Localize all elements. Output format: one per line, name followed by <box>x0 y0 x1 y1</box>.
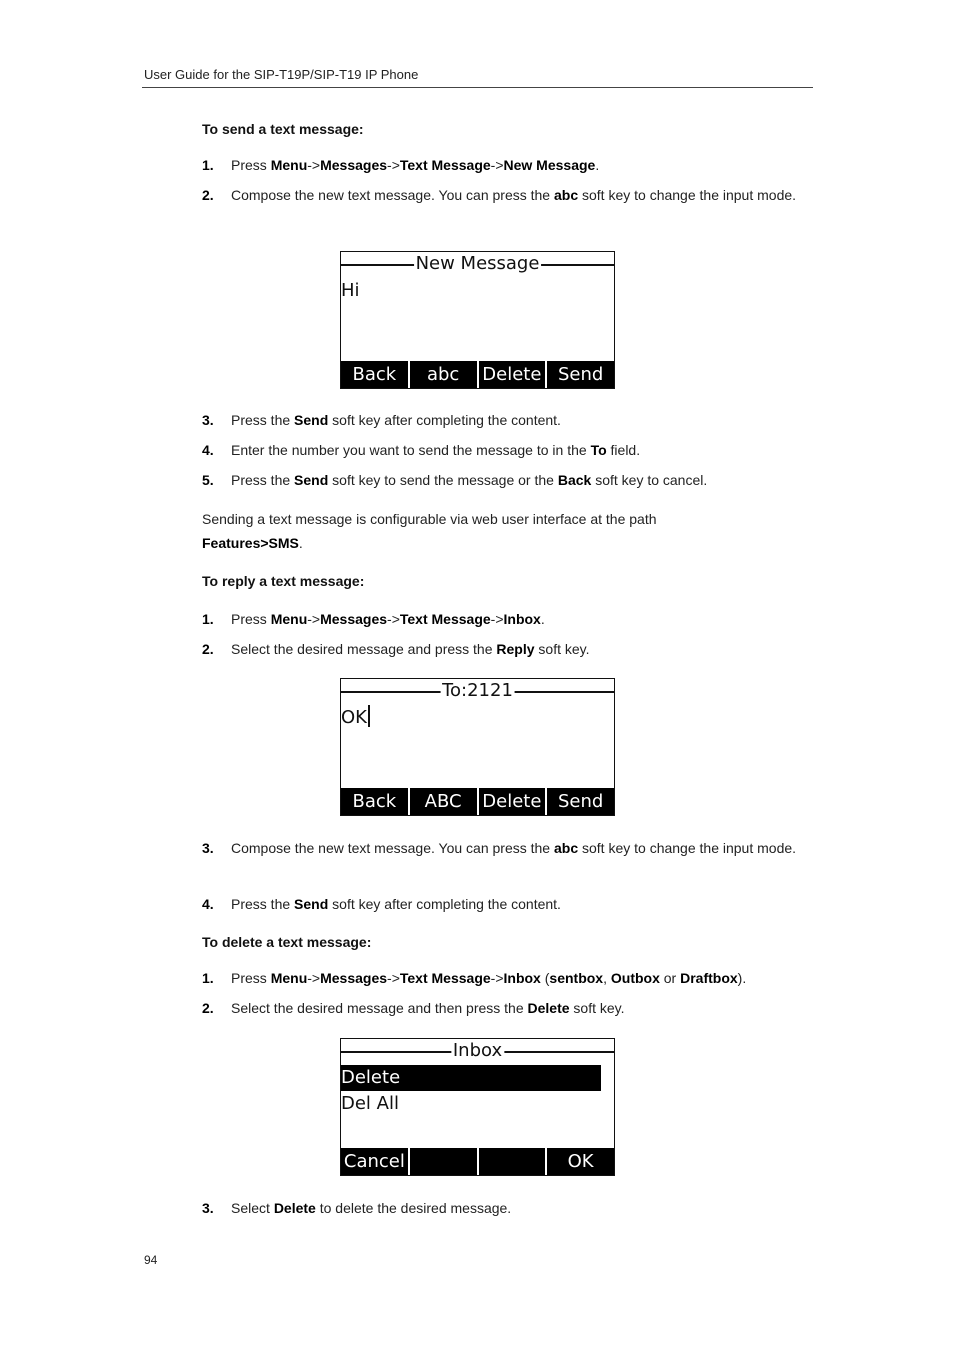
config-note: Sending a text message is configurable via web user interface at the path Features>SMS. <box>202 511 657 551</box>
heading-delete: To delete a text message: <box>202 934 372 950</box>
softkey-send: Send <box>545 788 614 815</box>
delete-step-3: 3. Select Delete to delete the desired message. <box>202 1200 512 1216</box>
heading-reply: To reply a text message: <box>202 573 365 589</box>
screen-title: To:2121 <box>442 680 513 701</box>
softkey-cancel: Cancel <box>343 1151 405 1172</box>
softkey-delete: Delete <box>477 788 546 815</box>
delete-step-2: 2. Select the desired message and then press the Delete soft key. <box>202 1000 625 1016</box>
softkey-bar <box>341 788 614 815</box>
softkey-bar <box>341 1148 614 1175</box>
softkey-delete: Delete <box>477 361 546 388</box>
softkey-ok: OK <box>545 1148 614 1175</box>
send-step-2: 2. Compose the new text message. You can press the abc soft key to change the input mode. <box>202 187 797 203</box>
softkey-empty-2 <box>477 1148 546 1175</box>
softkey-send: Send <box>545 361 614 388</box>
softkey-empty-1 <box>408 1148 477 1175</box>
delete-step-1: 1. Press Menu->Messages->Text Message->Inbox (sentbox, Outbox or Draftbox). <box>202 970 747 986</box>
inbox-screen <box>340 1038 615 1176</box>
screen-title: New Message <box>415 253 540 274</box>
send-step-1: 1. Press Menu->Messages->Text Message->New Message. <box>202 157 600 173</box>
heading-send: To send a text message: <box>202 121 364 137</box>
option-delete: Delete <box>341 1065 601 1091</box>
reply-step-3: 3. Compose the new text message. You can press the abc soft key to change the input mode. <box>202 840 797 856</box>
softkey-abc: abc <box>408 361 477 388</box>
message-text: OK <box>341 705 370 731</box>
option-del-all: Del All <box>341 1093 399 1114</box>
running-header: User Guide for the SIP-T19P/SIP-T19 IP Phone <box>144 67 419 82</box>
new-message-screen <box>340 251 615 389</box>
page-number: 94 <box>144 1253 158 1267</box>
send-step-4: 4. Enter the number you want to send the message to in the To field. <box>202 442 641 458</box>
send-step-3: 3. Press the Send soft key after completing the content. <box>202 412 561 428</box>
softkey-back: Back <box>352 791 397 812</box>
screen-title: Inbox <box>452 1040 503 1061</box>
reply-step-4: 4. Press the Send soft key after completing the content. <box>202 896 561 912</box>
send-step-5: 5. Press the Send soft key to send the message or the Back soft key to cancel. <box>202 472 708 488</box>
softkey-abc: ABC <box>408 788 477 815</box>
softkey-bar <box>341 361 614 388</box>
reply-step-1: 1. Press Menu->Messages->Text Message->Inbox. <box>202 611 545 627</box>
header-rule <box>142 87 813 88</box>
text-cursor <box>368 705 370 727</box>
message-text: Hi <box>341 280 360 301</box>
softkey-back: Back <box>352 364 397 385</box>
reply-screen <box>340 678 615 816</box>
reply-step-2: 2. Select the desired message and press the Reply soft key. <box>202 641 590 657</box>
